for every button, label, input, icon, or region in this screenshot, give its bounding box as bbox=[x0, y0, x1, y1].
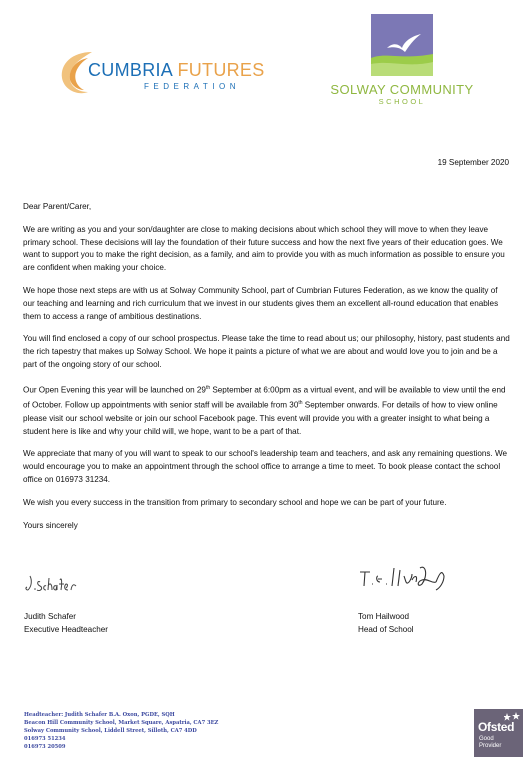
signature-left-image bbox=[24, 570, 104, 594]
paragraph-5: We appreciate that many of you will want to speak to our school's leadership team and teachers, and ask any remaining questions. We would encourage you to make an appointment through the school office to arrange a time to meet. To book please contact the school office on 016973 31234. bbox=[23, 449, 508, 484]
solway-sub: SCHOOL bbox=[378, 97, 426, 106]
footer-line-3: Solway Community School, Liddell Street, Silloth, CA7 4DD bbox=[24, 728, 197, 735]
solway-name: SOLWAY COMMUNITY bbox=[330, 82, 474, 97]
ofsted-grade bbox=[479, 736, 501, 750]
salutation: Dear Parent/Carer, bbox=[23, 202, 92, 211]
footer-contact bbox=[24, 711, 218, 751]
letter-body bbox=[23, 201, 510, 532]
cumbria-name-a: CUMBRIA bbox=[88, 60, 173, 80]
paragraph-6: We wish you every success in the transition from primary to secondary school and hope we can be part of your future. bbox=[23, 497, 447, 507]
signatory-left bbox=[24, 610, 108, 636]
solway-school-logo bbox=[322, 14, 482, 106]
paragraph-4-sup2: th bbox=[298, 400, 303, 407]
paragraph-3: You will find enclosed a copy of our school prospectus. Please take the time to read about us; our philosophy, history, past students and the rich tapestry that makes up Solway School. We hope it paints a picture of what we are about and would love you to join and be a part of the ongoing story of our school. bbox=[23, 334, 510, 369]
paragraph-4-b: September at 6:00pm as a virtual event, and will be available to view until the end of October. Follow up appointments with senior staff will be available from 30 bbox=[23, 385, 506, 410]
paragraph-4-sup1: th bbox=[205, 384, 211, 391]
ofsted-badge bbox=[474, 709, 523, 757]
cumbria-futures-logo bbox=[58, 46, 265, 102]
ofsted-grade-line-2: Provider bbox=[479, 743, 502, 749]
paragraph-4 bbox=[23, 382, 510, 439]
footer-line-1: Headteacher: Judith Schafer B.A. Oxon, PGDE, SQH bbox=[24, 712, 175, 718]
solway-bird-emblem-icon bbox=[371, 14, 433, 76]
signatory-left-name: Judith Schafer bbox=[24, 612, 76, 621]
footer-line-2: Beacon Hill Community School, Market Square, Aspatria, CA7 3EZ bbox=[24, 720, 219, 727]
cumbria-sub: FEDERATION bbox=[144, 82, 240, 91]
footer-line-5: 016973 20509 bbox=[24, 744, 66, 751]
signatory-right-name: Tom Hailwood bbox=[358, 612, 410, 621]
paragraph-1: We are writing as you and your son/daughter are close to making decisions about which school they will move to when they leave primary school. These decisions will lay the foundation of their future success and how the next five years of their education goes. We want to support you to make the right decision, as a family, and aim to provide you with as much information as possible to ensure you are confident when making your choice. bbox=[23, 224, 505, 273]
signature-right-image bbox=[356, 562, 456, 594]
paragraph-2: We hope those next steps are with us at Solway Community School, part of Cumbrian Futures Federation, as we know the quality of our teaching and learning and rich curriculum that we invest in our students gives them an excellent all-round education that enables them to access a range of ambitious destinations. bbox=[23, 285, 499, 321]
letter-date: 19 September 2020 bbox=[437, 158, 509, 167]
signatory-right bbox=[358, 610, 414, 636]
signatory-left-title: Executive Headteacher bbox=[24, 625, 109, 634]
footer-line-4: 016973 51234 bbox=[24, 736, 66, 743]
paragraph-4-c: September onwards. For details of how to view online please visit our school website or join our school Facebook page. This event will provide you with a greater insight to what being a student here is like and why your child will, we hope, want to be a part of that. bbox=[23, 401, 498, 436]
cumbria-name-b: FUTURES bbox=[177, 60, 265, 80]
ofsted-grade-line-1: Good bbox=[479, 736, 494, 742]
ofsted-name: Ofsted bbox=[478, 720, 515, 734]
signatory-right-title: Head of School bbox=[358, 625, 414, 634]
closing: Yours sincerely bbox=[23, 520, 78, 530]
paragraph-4-a: Our Open Evening this year will be launched on 29 bbox=[23, 385, 206, 395]
